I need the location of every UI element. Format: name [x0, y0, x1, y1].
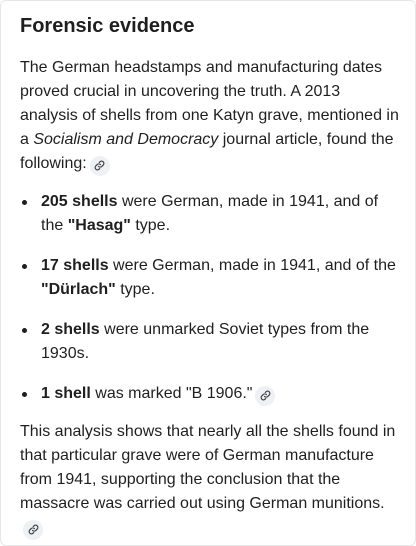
finding-type: "Dürlach" — [41, 281, 116, 298]
finding-text-end: type. — [115, 281, 155, 298]
source-link-button[interactable] — [90, 156, 110, 176]
section-title: Forensic evidence — [20, 15, 195, 37]
finding-text: were German, made in 1941, and of the — [41, 193, 379, 234]
list-item — [20, 318, 399, 366]
finding-count: 1 shell — [41, 385, 91, 402]
list-item — [20, 190, 399, 238]
source-link-button[interactable] — [255, 386, 275, 406]
intro-text-after: journal article, found the following: — [20, 131, 394, 172]
finding-count: 205 shells — [41, 193, 118, 210]
bullet-icon — [22, 392, 27, 397]
finding-text: were German, made in 1941, and of the — [108, 257, 396, 274]
bullet-icon — [22, 328, 27, 333]
link-icon — [260, 390, 271, 401]
bullet-icon — [22, 200, 27, 205]
conclusion-paragraph — [20, 420, 399, 540]
finding-text-end: type. — [130, 217, 171, 234]
bullet-icon — [22, 264, 27, 269]
intro-paragraph — [20, 56, 399, 176]
finding-text: was marked "B 1906." — [90, 385, 253, 402]
finding-text: were unmarked Soviet types from the 1930s. — [41, 321, 370, 362]
list-item — [20, 382, 399, 406]
finding-count: 17 shells — [41, 257, 109, 274]
link-icon — [94, 160, 105, 171]
intro-text-before: The German headstamps and manufacturing dates proved crucial in uncovering the truth. A 2013 analysis of shells from one Katyn grave, mentioned in a — [20, 59, 399, 148]
journal-name: Socialism and Democracy — [33, 131, 219, 148]
findings-list — [20, 190, 399, 406]
finding-count: 2 shells — [41, 321, 100, 338]
list-item — [20, 254, 399, 302]
conclusion-text: This analysis shows that nearly all the shells found in that particular grave were of German manufacture from 1941, supporting the conclusion that the massacre was carried out using German munitions. — [20, 423, 396, 512]
source-link-button[interactable] — [23, 520, 43, 540]
link-icon — [28, 524, 39, 535]
finding-type: "Hasag" — [67, 217, 131, 234]
